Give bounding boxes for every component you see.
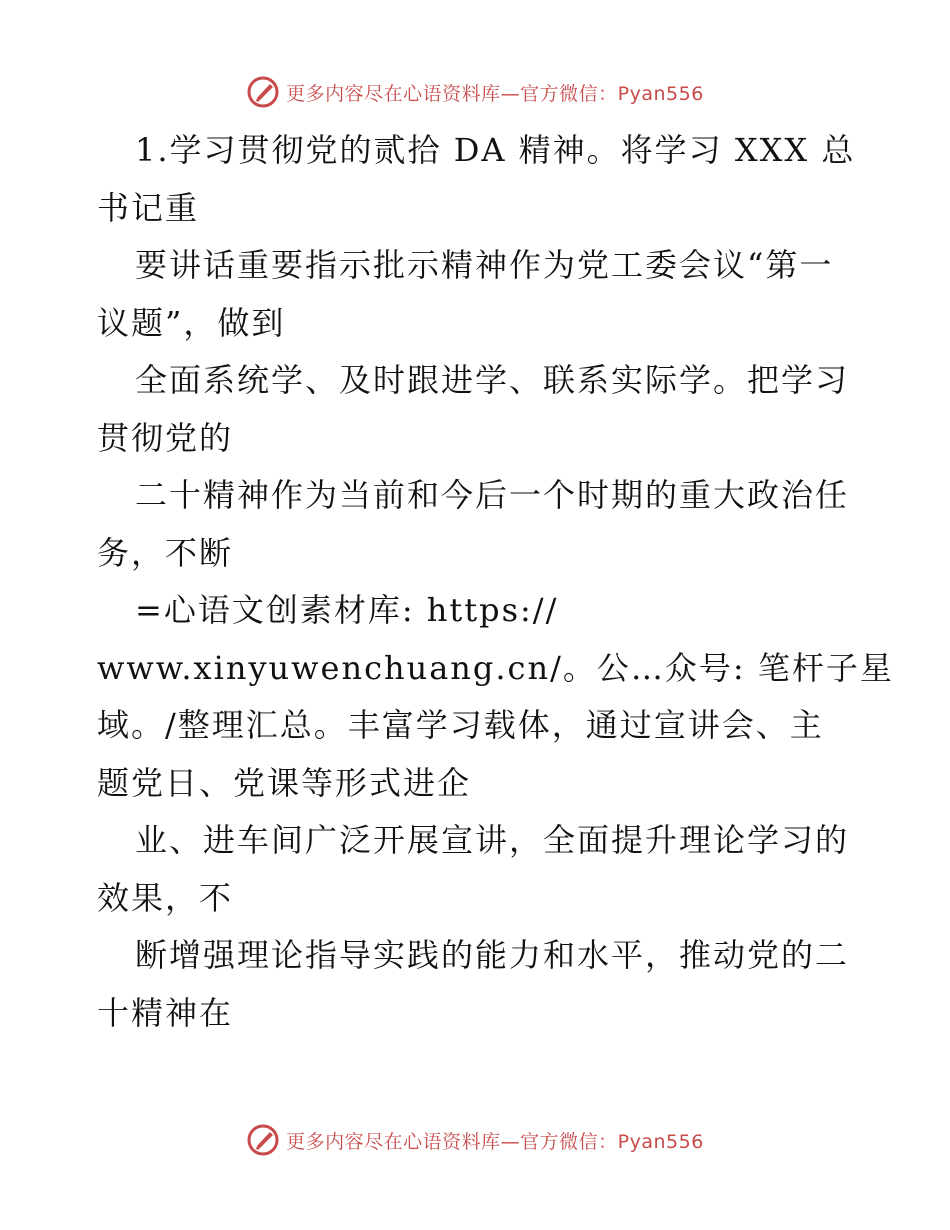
body-line: 务，不断 xyxy=(97,533,234,572)
quill-logo-icon xyxy=(246,75,280,109)
body-line: 贯彻党的 xyxy=(97,418,234,457)
body-line: 题党日、党课等形式进企 xyxy=(97,763,472,802)
body-line: 断增强理论指导实践的能力和水平，推动党的二 xyxy=(135,936,850,974)
body-line: 要讲话重要指示批示精神作为党工委会议“第一 xyxy=(135,246,834,284)
footer-banner-text: 更多内容尽在心语资料库—官方微信：Pyan556 xyxy=(286,1130,704,1153)
footer-banner xyxy=(0,1118,950,1162)
header-banner xyxy=(0,70,950,114)
body-line: 效果，不 xyxy=(97,878,234,917)
body-line: 全面系统学、及时跟进学、联系实际学。把学习 xyxy=(135,361,850,399)
body-line: =心语文创素材库: https:// xyxy=(135,591,559,629)
document-body xyxy=(97,122,894,1042)
body-line: 业、进车间广泛开展宣讲，全面提升理论学习的 xyxy=(135,821,850,859)
body-line: 1.学习贯彻党的贰拾 DA 精神。将学习 XXX 总 xyxy=(135,131,856,169)
body-line: 书记重 xyxy=(97,188,200,227)
body-line: 域。/整理汇总。丰富学习载体，通过宣讲会、主 xyxy=(97,706,824,744)
header-banner-text: 更多内容尽在心语资料库—官方微信：Pyan556 xyxy=(286,82,704,105)
body-line: 二十精神作为当前和今后一个时期的重大政治任 xyxy=(135,476,850,514)
body-line: 议题”，做到 xyxy=(97,303,286,342)
body-line: 十精神在 xyxy=(97,993,234,1032)
quill-logo-icon xyxy=(246,1123,280,1157)
body-line: www.xinyuwenchuang.cn/。公…众号: 笔杆子星 xyxy=(97,648,894,687)
